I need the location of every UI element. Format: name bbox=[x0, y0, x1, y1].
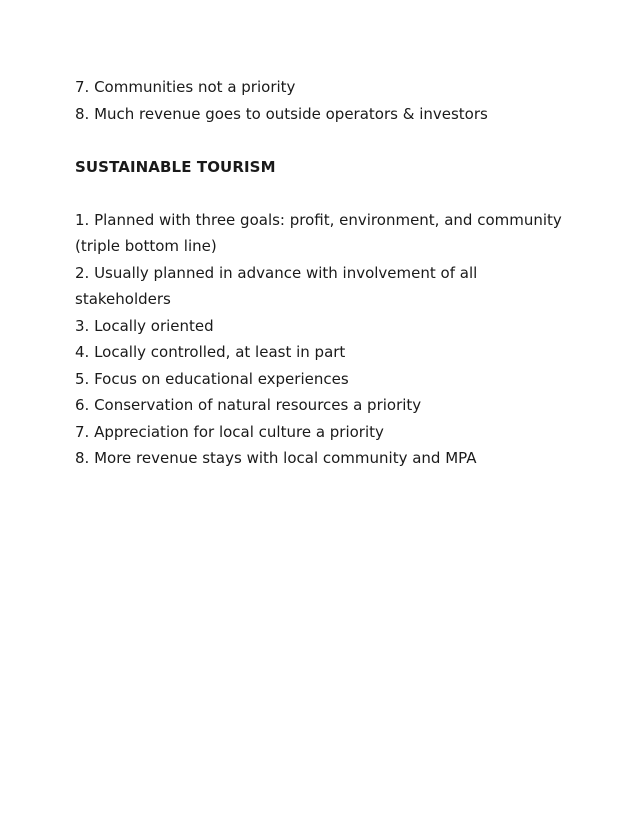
list-item: 7. Communities not a priority bbox=[75, 78, 296, 96]
list-item: 8. More revenue stays with local community and MPA bbox=[75, 449, 477, 467]
list-item: 3. Locally oriented bbox=[75, 316, 214, 335]
list-item: 2. Usually planned in advance with involvement of all bbox=[75, 263, 478, 282]
paragraph-gap bbox=[75, 127, 595, 154]
list-item: 4. Locally controlled, at least in part bbox=[75, 343, 346, 361]
sustainable-list bbox=[75, 207, 595, 472]
list-item: 7. Appreciation for local culture a priority bbox=[75, 422, 384, 441]
list-item: 8. Much revenue goes to outside operators & investors bbox=[75, 104, 488, 123]
conventional-list-continued bbox=[75, 74, 595, 127]
list-item: 5. Focus on educational experiences bbox=[75, 369, 349, 388]
list-item: 1. Planned with three goals: profit, environment, and community bbox=[75, 210, 562, 229]
list-item: 6. Conservation of natural resources a priority bbox=[75, 396, 422, 414]
paragraph-gap bbox=[75, 180, 595, 207]
list-item-continuation: stakeholders bbox=[75, 290, 171, 308]
list-item-continuation: (triple bottom line) bbox=[75, 237, 217, 255]
section-heading-block bbox=[75, 154, 595, 181]
section-heading: SUSTAINABLE TOURISM bbox=[75, 157, 276, 176]
document-body bbox=[75, 74, 595, 472]
